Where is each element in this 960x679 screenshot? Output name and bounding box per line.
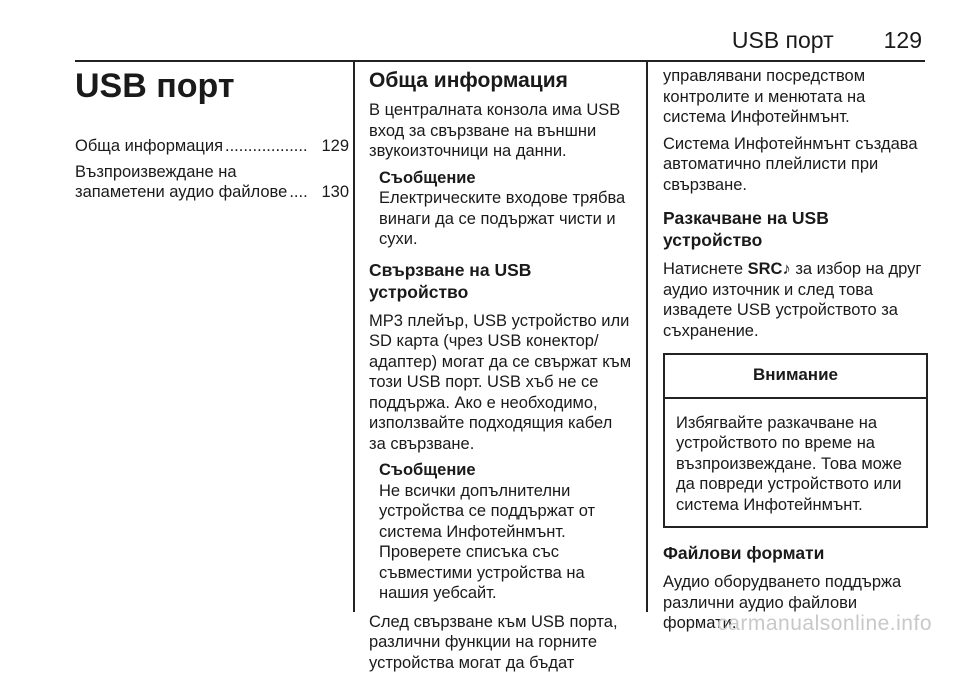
intro-paragraph: В централната конзола има USB вход за свързване на външни звукоизточници на данни. — [369, 101, 621, 160]
subheading-disconnect: Разкачване на USB устройство — [663, 208, 829, 250]
column-1 — [75, 62, 349, 208]
note-title: Съобщение — [379, 461, 476, 479]
note-title: Съобщение — [379, 168, 476, 187]
src-note-icon: ♪ — [782, 260, 791, 278]
toc-page: 129 — [321, 137, 349, 155]
watermark: carmanualsonline.info — [717, 612, 932, 635]
playlist-paragraph: Система Инфотейнмънт създава автоматично плейлисти при свързване. — [663, 134, 918, 194]
disconnect-text-post: за избор на друг аудио източник и след това извадете USB устройството за съхранение. — [663, 260, 922, 340]
note-1 — [379, 168, 633, 250]
connect-paragraph: MP3 плейър, USB устройство или SD карта (чрез USB конектор/ адаптер) могат да се свържат към този USB порт. USB хъб не се поддържа. Ако е необходимо, използвайте подходящия кабел за свързване. — [369, 311, 632, 453]
toc-entry-general[interactable] — [75, 136, 349, 157]
controls-paragraph: управлявани посредством контролите и менютата на система Инфотейнмънт. — [663, 67, 866, 126]
column-divider-2 — [646, 62, 648, 612]
toc-label: запаметени аудио файлове — [75, 183, 288, 201]
toc-dots: .... — [289, 183, 308, 201]
page-header — [732, 27, 922, 54]
subheading-connect: Свързване на USB устройство — [369, 259, 532, 302]
section-heading-general: Обща информация — [369, 69, 568, 92]
note-text: Не всички допълнителни устройства се поддържат от система Инфотейнмънт. Проверете списъка със съвместими устройства на нашия уебсайт. — [379, 481, 596, 602]
warning-box — [663, 353, 928, 528]
warning-text: Избягвайте разкачване на устройството по време на възпроизвеждане. Това може да повреди устройството или система Инфотейнмънт. — [676, 413, 902, 514]
note-text: Електрическите входове трябва винаги да се подържат чисти и сухи. — [379, 189, 626, 248]
toc-label: Обща информация — [75, 137, 224, 155]
header-section-title: USB порт — [731, 27, 834, 53]
header-page-number: 129 — [883, 27, 922, 53]
column-3 — [663, 62, 928, 640]
src-button-label: SRC — [747, 260, 783, 278]
column-2 — [369, 62, 633, 679]
toc-entry-playback[interactable] — [75, 162, 349, 203]
formats-paragraph: Аудио оборудването поддържа различни аудио файлови формати. — [663, 573, 902, 632]
note-2 — [379, 460, 633, 604]
toc-dots: .................. — [225, 137, 308, 155]
toc-page: 130 — [321, 183, 349, 201]
disconnect-paragraph — [663, 259, 928, 341]
warning-title: Внимание — [665, 355, 926, 399]
chapter-title: USB порт — [75, 67, 235, 105]
subheading-formats: Файлови формати — [663, 543, 825, 563]
after-connect-paragraph: След свързване към USB порта, различни функции на горните устройства могат да бъдат — [369, 612, 618, 672]
column-divider-1 — [353, 62, 355, 612]
disconnect-text-pre: Натиснете — [663, 260, 748, 278]
toc-label-line1: Възпроизвеждане на — [75, 162, 237, 181]
